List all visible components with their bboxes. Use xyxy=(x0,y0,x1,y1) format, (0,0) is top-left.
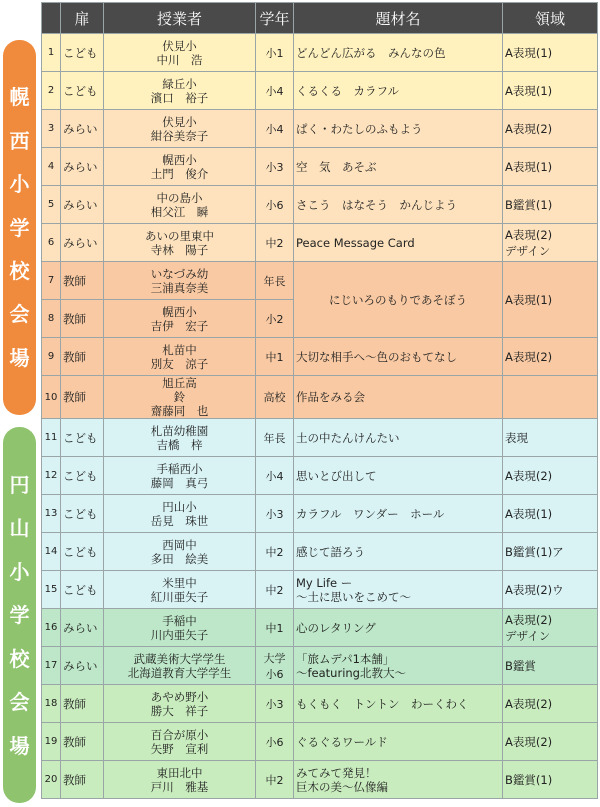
row-grade xyxy=(256,457,294,495)
row-domain xyxy=(503,72,598,110)
teacher-line: あやめ野小 xyxy=(150,689,209,704)
teacher-line: 東田北中 xyxy=(156,765,203,780)
row-number: 15 xyxy=(42,571,61,609)
teacher-line: 藤岡 真弓 xyxy=(150,475,209,490)
row-category: 教師 xyxy=(61,338,104,376)
row-domain xyxy=(503,533,598,571)
teacher-line: 矢野 宣利 xyxy=(150,741,209,756)
teacher-line: 川内亜矢子 xyxy=(150,627,209,642)
teacher-line: 伏見小 xyxy=(162,38,197,53)
table-header-row xyxy=(42,3,598,34)
row-category: みらい xyxy=(61,609,104,647)
row-grade xyxy=(256,34,294,72)
venue-char: 幌 xyxy=(9,85,30,110)
domain-line: デザイン xyxy=(505,243,551,258)
row-grade xyxy=(256,609,294,647)
row-teacher xyxy=(104,571,256,609)
row-number: 19 xyxy=(42,723,61,761)
row-number: 13 xyxy=(42,495,61,533)
table-row xyxy=(42,376,598,419)
title-line: 巨木の美～仏像編 xyxy=(296,779,388,794)
table-row xyxy=(42,110,598,148)
row-category: 教師 xyxy=(61,376,104,419)
row-domain xyxy=(503,224,598,262)
row-title xyxy=(294,647,503,685)
row-teacher xyxy=(104,224,256,262)
domain-line: A表現(1) xyxy=(505,83,553,98)
row-title xyxy=(294,761,503,799)
schedule-table xyxy=(41,2,598,799)
row-grade xyxy=(256,571,294,609)
row-category: こども xyxy=(61,72,104,110)
row-title xyxy=(294,419,503,457)
domain-line: B鑑賞 xyxy=(505,658,536,673)
teacher-line: 戸川 雅基 xyxy=(150,779,209,794)
row-teacher xyxy=(104,338,256,376)
domain-line: B鑑賞(1)ア xyxy=(505,544,564,559)
title-line: 感じて語ろう xyxy=(296,544,365,559)
teacher-line: 幌西小 xyxy=(162,152,197,167)
teacher-line: 吉橋 梓 xyxy=(156,437,203,452)
row-title xyxy=(294,609,503,647)
row-category: こども xyxy=(61,571,104,609)
table-row xyxy=(42,647,598,685)
venue-char: 会 xyxy=(9,690,30,714)
table-row xyxy=(42,685,598,723)
table-row xyxy=(42,419,598,457)
row-number: 16 xyxy=(42,609,61,647)
table-row xyxy=(42,148,598,186)
table-row xyxy=(42,609,598,647)
row-title xyxy=(294,533,503,571)
venue-char: 円 xyxy=(9,472,30,497)
teacher-line: いなづみ幼 xyxy=(150,266,209,281)
row-title xyxy=(294,110,503,148)
row-number: 17 xyxy=(42,647,61,685)
venue-label-horonishi xyxy=(3,40,36,415)
table-row xyxy=(42,224,598,262)
row-grade xyxy=(256,495,294,533)
row-domain xyxy=(503,186,598,224)
teacher-line: 武蔵美術大学学生 xyxy=(133,651,226,666)
venue-char: 小 xyxy=(9,172,30,197)
table-row xyxy=(42,723,598,761)
row-teacher xyxy=(104,495,256,533)
row-category: みらい xyxy=(61,186,104,224)
domain-line: A表現(2) xyxy=(505,468,553,483)
row-category: 教師 xyxy=(61,262,104,300)
header-category: 扉 xyxy=(61,3,104,34)
grade-line: 高校 xyxy=(263,391,286,404)
row-domain xyxy=(503,609,598,647)
row-grade xyxy=(256,72,294,110)
domain-line: デザイン xyxy=(505,628,551,643)
row-title xyxy=(294,186,503,224)
teacher-line: 多田 絵美 xyxy=(150,551,209,566)
grade-line: 中2 xyxy=(265,773,284,787)
row-grade xyxy=(256,723,294,761)
teacher-line: 濱口 裕子 xyxy=(150,90,209,105)
teacher-line: 札苗幼稚園 xyxy=(150,423,209,438)
teacher-line: 勝大 祥子 xyxy=(150,703,209,718)
row-grade xyxy=(256,376,294,419)
row-teacher xyxy=(104,647,256,685)
title-line: ～土に思いをこめて～ xyxy=(296,589,411,604)
row-category: こども xyxy=(61,34,104,72)
row-title xyxy=(294,723,503,761)
grade-line: 大学 xyxy=(263,651,286,665)
grade-line: 小3 xyxy=(265,507,284,521)
title-line: 空 気 あそぶ xyxy=(296,159,377,174)
teacher-line: 齋藤同 也 xyxy=(150,404,209,418)
domain-line: 表現 xyxy=(505,430,528,445)
row-domain xyxy=(503,262,598,338)
row-teacher xyxy=(104,376,256,419)
row-domain xyxy=(503,761,598,799)
teacher-line: 紅川亜矢子 xyxy=(150,589,209,604)
grade-line: 中1 xyxy=(265,621,284,635)
row-title xyxy=(294,224,503,262)
row-title xyxy=(294,457,503,495)
table-row xyxy=(42,495,598,533)
row-category: こども xyxy=(61,457,104,495)
teacher-line: 寺林 陽子 xyxy=(150,242,209,257)
row-title xyxy=(294,34,503,72)
row-grade xyxy=(256,533,294,571)
row-title xyxy=(294,376,503,419)
row-domain xyxy=(503,571,598,609)
header-number xyxy=(42,3,61,34)
table-row xyxy=(42,457,598,495)
title-line: ～featuring北教大～ xyxy=(296,665,406,680)
header-teacher: 授業者 xyxy=(104,3,256,34)
title-line: 作品をみる会 xyxy=(296,390,365,404)
venue-char: 学 xyxy=(9,215,30,240)
venue-label-maruyama xyxy=(3,427,36,803)
row-category: こども xyxy=(61,419,104,457)
row-title xyxy=(294,685,503,723)
row-teacher xyxy=(104,34,256,72)
title-line: 心のレタリング xyxy=(296,620,376,635)
row-domain xyxy=(503,647,598,685)
row-domain xyxy=(503,376,598,419)
teacher-line: 伏見小 xyxy=(162,114,197,129)
row-teacher xyxy=(104,533,256,571)
venue-char: 校 xyxy=(9,258,30,283)
row-number: 14 xyxy=(42,533,61,571)
row-category: 教師 xyxy=(61,300,104,338)
title-line: さこう はなそう かんじよう xyxy=(296,197,457,212)
row-teacher xyxy=(104,186,256,224)
row-domain xyxy=(503,685,598,723)
title-line: ぱく・わたしのふもよう xyxy=(296,121,423,136)
domain-line: A表現(1) xyxy=(505,292,553,307)
row-teacher xyxy=(104,761,256,799)
row-teacher xyxy=(104,148,256,186)
teacher-line: 岳見 珠世 xyxy=(150,513,209,528)
row-category: 教師 xyxy=(61,761,104,799)
venue-char: 小 xyxy=(9,559,30,584)
teacher-line: 土門 俊介 xyxy=(150,166,209,181)
row-grade xyxy=(256,338,294,376)
title-line: 思いとび出して xyxy=(296,468,377,483)
row-teacher xyxy=(104,262,256,300)
row-number: 9 xyxy=(42,338,61,376)
teacher-line: 別友 涼子 xyxy=(150,356,209,371)
row-category: こども xyxy=(61,533,104,571)
table-row xyxy=(42,761,598,799)
teacher-line: 手稲西小 xyxy=(156,461,203,476)
grade-line: 小3 xyxy=(265,697,284,711)
grade-line: 中2 xyxy=(265,236,284,250)
row-domain xyxy=(503,110,598,148)
row-grade xyxy=(256,110,294,148)
grade-line: 中1 xyxy=(265,350,284,364)
row-domain xyxy=(503,338,598,376)
row-grade xyxy=(256,300,294,338)
teacher-line: 米里中 xyxy=(162,575,197,590)
teacher-line: 鈴 xyxy=(173,390,186,404)
row-grade xyxy=(256,224,294,262)
grade-line: 小1 xyxy=(265,46,284,60)
title-line: 大切な相手へ～色のおもてなし xyxy=(296,349,457,364)
domain-line: A表現(2) xyxy=(505,227,553,242)
grade-line: 小4 xyxy=(265,122,284,136)
row-number: 1 xyxy=(42,34,61,72)
domain-line: A表現(1) xyxy=(505,159,553,174)
grade-line: 小6 xyxy=(265,735,284,749)
venue-char: 校 xyxy=(9,646,30,671)
domain-line: A表現(2)ウ xyxy=(505,582,564,597)
row-number: 8 xyxy=(42,300,61,338)
grade-line: 小4 xyxy=(265,84,284,98)
table-row xyxy=(42,571,598,609)
grade-line: 中2 xyxy=(265,583,284,597)
table-row xyxy=(42,533,598,571)
title-line: どんどん広がる みんなの色 xyxy=(296,45,446,60)
domain-line: A表現(1) xyxy=(505,45,553,60)
title-line: もくもく トントン わーくわく xyxy=(296,696,469,711)
row-teacher xyxy=(104,457,256,495)
row-title xyxy=(294,495,503,533)
title-line: ぐるぐるワールド xyxy=(296,734,388,749)
teacher-line: 手稲中 xyxy=(162,613,197,628)
row-grade xyxy=(256,761,294,799)
row-number: 11 xyxy=(42,419,61,457)
row-grade xyxy=(256,685,294,723)
row-teacher xyxy=(104,110,256,148)
teacher-line: 三浦真奈美 xyxy=(150,280,209,295)
row-teacher xyxy=(104,609,256,647)
row-category: みらい xyxy=(61,110,104,148)
row-number: 6 xyxy=(42,224,61,262)
row-category: 教師 xyxy=(61,723,104,761)
row-number: 10 xyxy=(42,376,61,419)
table-row xyxy=(42,72,598,110)
grade-line: 小4 xyxy=(265,469,284,483)
domain-line: B鑑賞(1) xyxy=(505,197,553,212)
venue-char: 会 xyxy=(9,302,30,327)
table-row xyxy=(42,262,598,300)
row-category: こども xyxy=(61,495,104,533)
teacher-line: 中の島小 xyxy=(156,190,203,205)
header-grade: 学年 xyxy=(256,3,294,34)
domain-line: A表現(2) xyxy=(505,734,553,749)
grade-line: 小6 xyxy=(265,667,284,681)
row-number: 18 xyxy=(42,685,61,723)
title-line: My Life ー xyxy=(296,575,353,590)
row-category: 教師 xyxy=(61,685,104,723)
teacher-line: 吉伊 宏子 xyxy=(150,318,209,333)
row-number: 12 xyxy=(42,457,61,495)
header-domain: 領域 xyxy=(503,3,598,34)
row-title xyxy=(294,262,503,338)
grade-line: 年長 xyxy=(263,274,286,288)
grade-line: 年長 xyxy=(263,431,286,445)
title-line: 土の中たんけんたい xyxy=(296,430,400,445)
header-title: 題材名 xyxy=(294,3,503,34)
row-teacher xyxy=(104,723,256,761)
teacher-line: 円山小 xyxy=(162,499,197,514)
grade-line: 小2 xyxy=(265,312,284,326)
row-teacher xyxy=(104,300,256,338)
row-number: 3 xyxy=(42,110,61,148)
row-number: 2 xyxy=(42,72,61,110)
row-title xyxy=(294,148,503,186)
domain-line: A表現(2) xyxy=(505,349,553,364)
teacher-line: 旭丘高 xyxy=(162,376,197,390)
row-number: 7 xyxy=(42,262,61,300)
domain-line: A表現(2) xyxy=(505,121,553,136)
teacher-line: 幌西小 xyxy=(162,304,197,319)
venue-char: 場 xyxy=(9,733,30,758)
table-row xyxy=(42,186,598,224)
teacher-line: 中川 浩 xyxy=(156,52,203,67)
title-line: Peace Message Card xyxy=(296,235,415,250)
title-line: みてみて発見！ xyxy=(296,765,377,780)
row-grade xyxy=(256,148,294,186)
row-domain xyxy=(503,495,598,533)
venue-char: 西 xyxy=(9,128,30,153)
grade-line: 中2 xyxy=(265,545,284,559)
teacher-line: 相父江 瞬 xyxy=(150,204,209,219)
row-teacher xyxy=(104,685,256,723)
teacher-line: 紺谷美奈子 xyxy=(150,128,209,143)
row-category: みらい xyxy=(61,224,104,262)
venue-char: 場 xyxy=(9,345,30,370)
domain-line: B鑑賞(1) xyxy=(505,772,553,787)
row-domain xyxy=(503,148,598,186)
teacher-line: 緑丘小 xyxy=(162,76,197,91)
row-title xyxy=(294,338,503,376)
title-line: くるくる カラフル xyxy=(296,83,400,98)
row-number: 20 xyxy=(42,761,61,799)
row-grade xyxy=(256,647,294,685)
row-grade xyxy=(256,186,294,224)
row-category: みらい xyxy=(61,148,104,186)
teacher-line: あいの里東中 xyxy=(145,228,214,243)
title-line: カラフル ワンダー ホール xyxy=(296,506,445,521)
venue-char: 学 xyxy=(9,603,30,627)
venue-char: 山 xyxy=(9,516,30,540)
row-domain xyxy=(503,419,598,457)
row-title xyxy=(294,571,503,609)
table-row xyxy=(42,338,598,376)
table-row xyxy=(42,34,598,72)
row-grade xyxy=(256,419,294,457)
row-title xyxy=(294,72,503,110)
domain-line: A表現(2) xyxy=(505,696,553,711)
grade-line: 小3 xyxy=(265,160,284,174)
teacher-line: 札苗中 xyxy=(162,342,197,357)
row-domain xyxy=(503,723,598,761)
row-number: 4 xyxy=(42,148,61,186)
grade-line: 小6 xyxy=(265,198,284,212)
domain-line: A表現(1) xyxy=(505,506,553,521)
row-category: みらい xyxy=(61,647,104,685)
domain-line: A表現(2) xyxy=(505,612,553,627)
row-number: 5 xyxy=(42,186,61,224)
table-body xyxy=(42,34,598,799)
teacher-line: 西岡中 xyxy=(162,537,197,552)
row-grade xyxy=(256,262,294,300)
row-teacher xyxy=(104,72,256,110)
row-teacher xyxy=(104,419,256,457)
teacher-line: 百合が原小 xyxy=(150,727,209,742)
title-line: 「旅ムデパ1本舗」 xyxy=(296,651,395,666)
title-line: にじいろのもりであそぼう xyxy=(329,292,467,307)
row-domain xyxy=(503,34,598,72)
row-domain xyxy=(503,457,598,495)
teacher-line: 北海道教育大学学生 xyxy=(127,665,232,680)
